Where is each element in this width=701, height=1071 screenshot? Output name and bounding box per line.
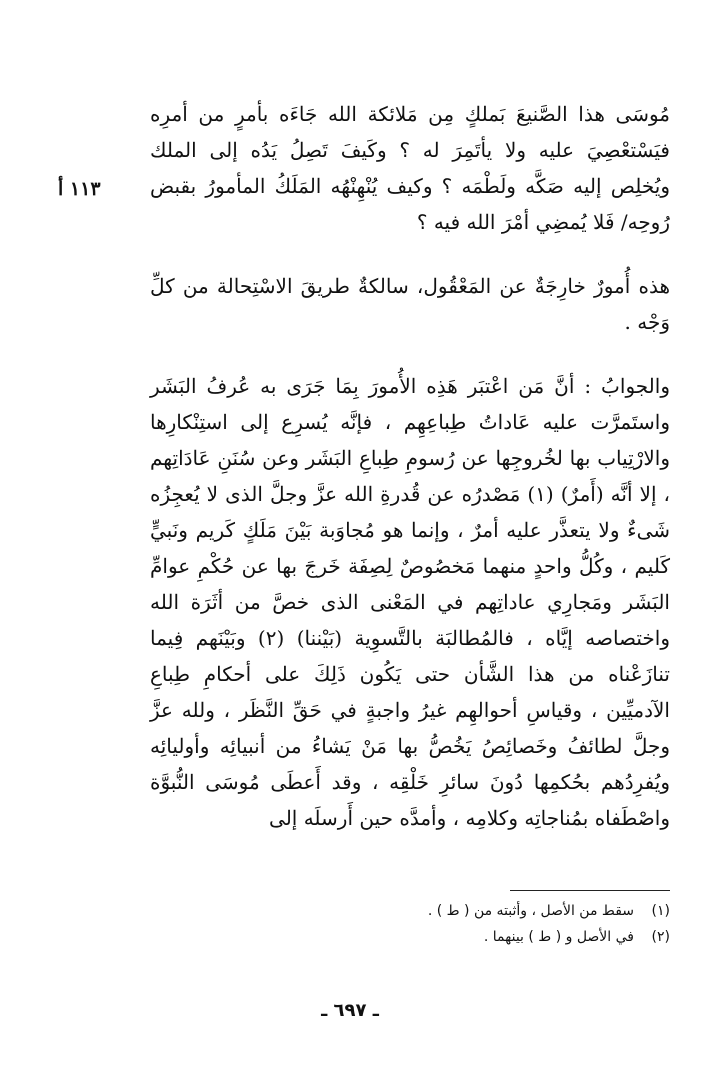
- paragraph-text: هذه أُمورٌ خارِجَةٌ عن المَعْقُول، سالكةٌ طريقَ الاسْتِحالة من كلِّ وَجْه .: [150, 274, 670, 334]
- body-paragraph-1: [150, 96, 670, 240]
- paragraph-text: والجوابُ : أنَّ مَن اعْتبَر هَذِه الأُمورَ بِمَا جَرَى به عُرفُ البَشَر واستَمرَّت عليه عَاداتُ طِباعِهِم ، فإنَّه يُسرِع إلى استِنْكارِها والارْتِياب بها لخُروجِها عن رُسومِ طِباعِ البَشَر وعن سُنَنِ عَادَاتِهم ، إلا أنَّه (أَمرٌ) (١) مَصْدرُه عن قُدرةِ الله عزَّ وجلَّ الذى لا يُعجِزُه شَىءٌ ولا يتعذَّر عليه أمرٌ ، وإنما هو مُجاوَبة بَيْنَ مَلَكٍ كَريم ونَبيٍّ كَليم ، وكُلُّ واحدٍ منهما مَخصُوصٌ لِصِفَة خَرجَ بها عن حُكْمِ عوامِّ البَشَر ومَجارِي عاداتِهم في المَعْنى الذى خصَّ من أثَرَة الله واختصاصه إيَّاه ، فالمُطالبَة بالتَّسوِية (بَيْننا) (٢) وبَيْنَهم فِيما تنازَعْناه من هذا الشَّأن حتى يَكُون ذَلِكَ على أحكامِ طِباعِ الآدميِّين ، وقياسِ أحوالهِم غيرُ واجبةٍ في حَقِّ النَّظَر ، ولله عزَّ وجلَّ لطائفُ وخَصائِصُ يَخُصُّ بها مَنْ يَشاءُ من أنبيائِه وأوليائِه ويُفرِدُهم بحُكمِها دُونَ سائرِ خَلْقِه ، وقد أَعطَى مُوسَى النُّبوَّة واصْطَفاه بمُناجاتِه وكلامِه ، وأمدَّه حين أَرسلَه إلى: [150, 374, 671, 830]
- paragraph-text: مُوسَى هذا الصَّنيعَ بَملكٍ مِن مَلائكة الله جَاءَه بأمرٍ من أمرِه فيَسْتعْصِيَ عليه ولا يأتَمِرَ له ؟ وكَيفَ تَصِلُ يَدُه إلى الملك ويُخلِص إليه صَكَّه ولَطْمَه ؟ وكيف يُنْهِنْهُه المَلَكُ المأمورُ بقبض رُوحِه/ فَلا يُمضِي أمْرَ الله فيه ؟: [150, 102, 670, 234]
- footnotes: [250, 898, 670, 950]
- body-paragraph-3: [150, 368, 670, 836]
- manuscript-folio-marker: ١١٣ أ: [58, 178, 101, 200]
- body-paragraph-2: [150, 268, 670, 340]
- footnote-number: (١): [651, 903, 670, 919]
- footnote-item: [250, 924, 670, 950]
- footnote-number: (٢): [651, 929, 670, 945]
- footnote-item: [250, 898, 670, 924]
- footnote-separator: [510, 890, 670, 891]
- footnote-text: سقط من الأصل ، وأثبته من ( ط ) .: [427, 903, 634, 919]
- page-number: ـ ٦٩٧ ـ: [321, 1000, 379, 1021]
- footnote-text: في الأصل و ( ط ) بينهما .: [483, 929, 634, 945]
